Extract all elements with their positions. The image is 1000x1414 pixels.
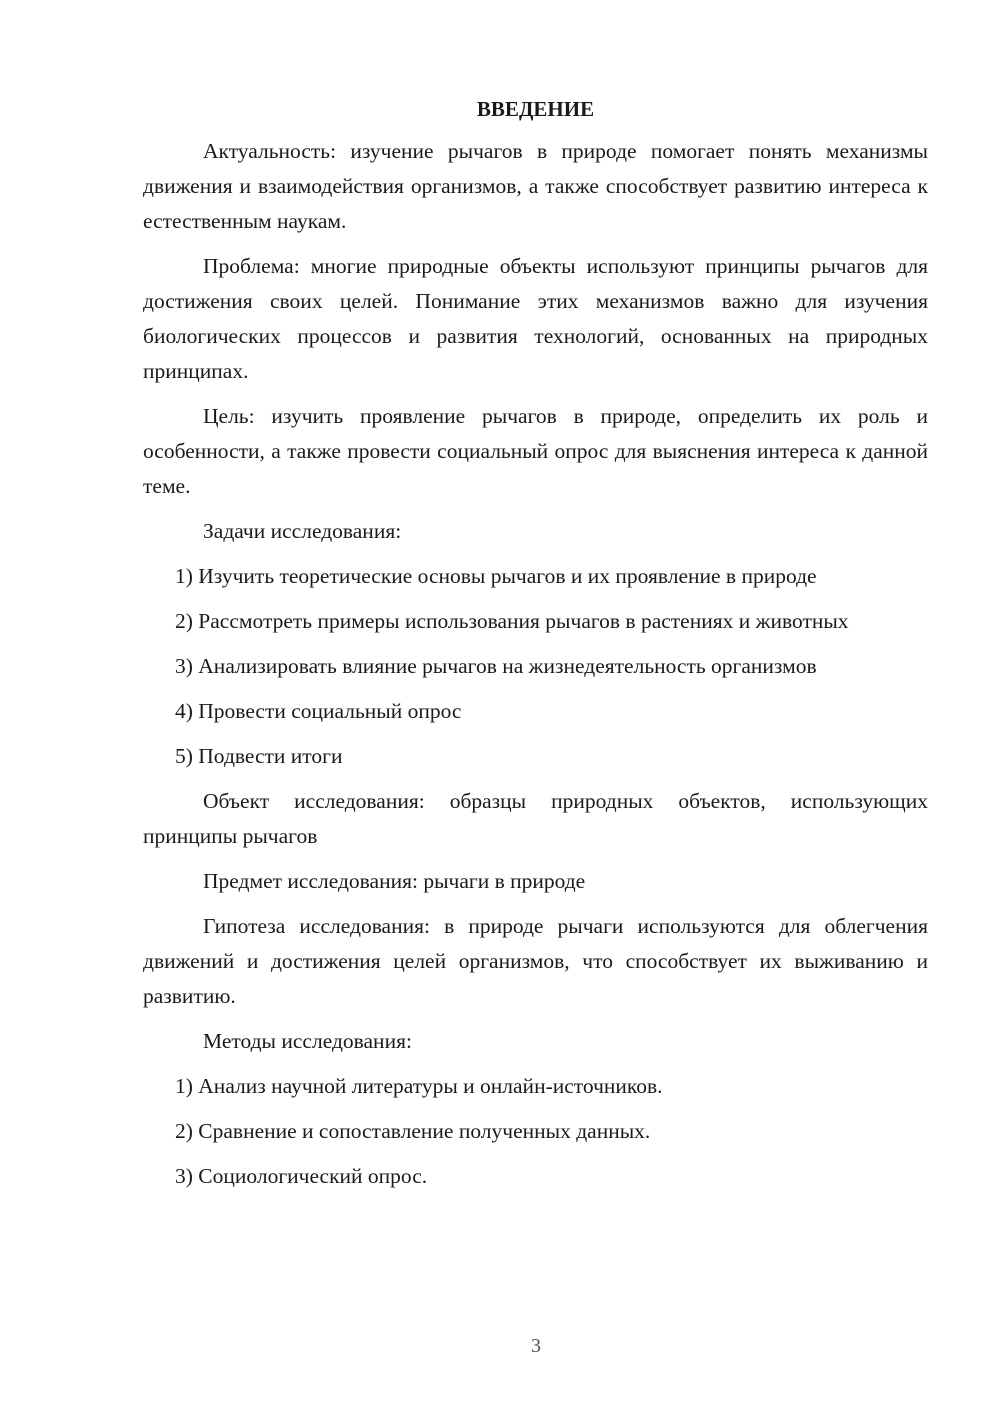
document-page [143,92,928,1204]
relevance-paragraph: Актуальность: изучение рычагов в природе помогает понять механизмы движения и взаимодействия организмов, а также способствует развитию интереса к естественным наукам. [143,139,928,233]
method-item-1: 1) Анализ научной литературы и онлайн-источников. [175,1074,663,1098]
section-heading: ВВЕДЕНИЕ [476,97,595,121]
task-item-4: 4) Провести социальный опрос [175,699,462,723]
goal-paragraph: Цель: изучить проявление рычагов в природе, определить их роль и особенности, а также провести социальный опрос для выяснения интереса к данной теме. [143,404,928,498]
object-paragraph: Объект исследования: образцы природных объектов, использующих принципы рычагов [143,789,928,848]
task-item-3: 3) Анализировать влияние рычагов на жизнедеятельность организмов [175,654,817,678]
hypothesis-paragraph: Гипотеза исследования: в природе рычаги используются для облегчения движений и достижения целей организмов, что способствует их выживанию и развитию. [143,914,928,1008]
problem-paragraph: Проблема: многие природные объекты используют принципы рычагов для достижения своих целей. Понимание этих механизмов важно для изучения биологических процессов и развития технологий, основанных на природных принципах. [143,254,928,383]
page-number: 3 [531,1335,541,1357]
tasks-heading: Задачи исследования: [203,519,402,543]
methods-heading: Методы исследования: [203,1029,412,1053]
task-item-1: 1) Изучить теоретические основы рычагов и их проявление в природе [175,564,817,588]
subject-paragraph: Предмет исследования: рычаги в природе [203,869,586,893]
task-item-2: 2) Рассмотреть примеры использования рычагов в растениях и животных [175,609,849,633]
task-item-5: 5) Подвести итоги [175,744,343,768]
method-item-3: 3) Социологический опрос. [175,1164,428,1188]
method-item-2: 2) Сравнение и сопоставление полученных данных. [175,1119,651,1143]
